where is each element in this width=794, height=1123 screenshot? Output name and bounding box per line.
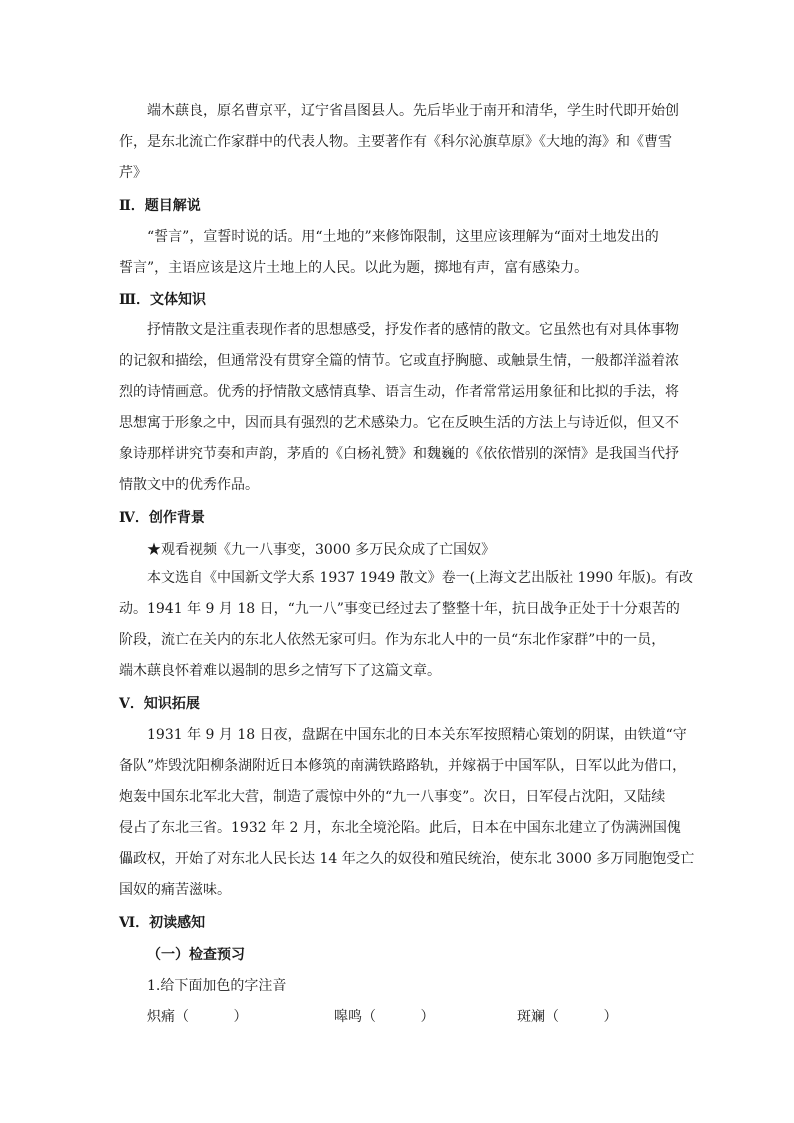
section-heading-genre-knowledge: Ⅲ．文体知识 <box>119 292 207 308</box>
text-line: 备队”炸毁沈阳柳条湖附近日本修筑的南满铁路路轨，并嫁祸于中国军队，日军以此为借口， <box>119 758 687 774</box>
text-line: 的记叙和描绘，但通常没有贯穿全篇的情节。它或直抒胸臆、或触景生情，一般都洋溢着浓 <box>119 353 679 369</box>
section-heading-first-reading: Ⅵ．初读感知 <box>119 915 206 931</box>
text-line: 本文选自《中国新文学大系 1937 1949 散文》卷一(上海文艺出版社 1990 年版)。有改 <box>147 570 694 586</box>
pinyin-blank-1[interactable]: 炽痛（ ） <box>147 1009 248 1025</box>
text-line: 誓言”，主语应该是这片土地上的人民。以此为题，掷地有声，富有感染力。 <box>119 260 589 276</box>
text-line: 国奴的痛苦滋味。 <box>119 882 231 898</box>
pinyin-answer-row <box>147 1006 667 1030</box>
video-link[interactable]: ★观看视频《九一八事变，3000 多万民众成了亡国奴》 <box>147 542 496 558</box>
text-line: 烈的诗情画意。优秀的抒情散文感情真挚、语言生动，作者常常运用象征和比拟的手法，将 <box>119 384 679 400</box>
pinyin-blank-3[interactable]: 斑斓（ ） <box>517 1009 618 1025</box>
text-line: 作，是东北流亡作家群中的代表人物。主要著作有《科尔沁旗草原》《大地的海》和《曹雪 <box>119 134 672 150</box>
genre-knowledge-paragraph <box>119 315 679 501</box>
text-line: 儡政权，开始了对东北人民长达 14 年之久的奴役和殖民统治，使东北 3000 多万同胞饱受亡 <box>119 851 695 867</box>
section-heading-background: Ⅳ．创作背景 <box>119 510 205 526</box>
sub-heading-preview-check: （一）检查预习 <box>147 947 245 963</box>
text-line: 抒情散文是注重表现作者的思想感受，抒发作者的感情的散文。它虽然也有对具体事物 <box>147 322 679 338</box>
text-line: 端木蕻良，原名曹京平，辽宁省昌图县人。先后毕业于南开和清华，学生时代即开始创 <box>147 103 679 119</box>
text-line: 阶段，流亡在关内的东北人依然无家可归。作为东北人中的一员“东北作家群”中的一员， <box>119 632 666 648</box>
title-explanation-paragraph <box>119 222 679 284</box>
pinyin-blank-2[interactable]: 嗥鸣（ ） <box>334 1009 435 1025</box>
text-line: 思想寓于形象之中，因而具有强烈的艺术感染力。它在反映生活的方法上与诗近似，但又不 <box>119 415 679 431</box>
intro-paragraph <box>119 96 679 189</box>
text-line: 端木蕻良怀着难以遏制的思乡之情写下了这篇文章。 <box>119 663 441 679</box>
text-line: 炮轰中国东北军北大营，制造了震惊中外的“九一八事变”。次日，日军侵占沈阳，又陆续 <box>119 789 666 805</box>
knowledge-extension-paragraph <box>119 720 695 906</box>
text-line: 动。1941 年 9 月 18 日，“九一八”事变已经过去了整整十年，抗日战争正处于十分艰苦的 <box>119 601 680 617</box>
background-paragraph <box>119 563 694 687</box>
text-line: 侵占了东北三省。1932 年 2 月，东北全境沦陷。此后，日本在中国东北建立了伪满洲国傀 <box>119 820 681 836</box>
text-line: 芹》 <box>119 165 147 181</box>
text-line: 1931 年 9 月 18 日夜，盘踞在中国东北的日本关东军按照精心策划的阴谋，由铁道“守 <box>147 727 687 743</box>
text-line: 情散文中的优秀作品。 <box>119 477 259 493</box>
text-line: “誓言”，宣誓时说的话。用“土地的”来修饰限制，这里应该理解为“面对土地发出的 <box>147 229 659 245</box>
question-pinyin: 1.给下面加色的字注音 <box>147 978 287 994</box>
section-heading-knowledge-extension: Ⅴ．知识拓展 <box>119 696 200 712</box>
section-heading-title-explanation: Ⅱ．题目解说 <box>119 198 201 214</box>
text-line: 象诗那样讲究节奏和声韵，茅盾的《白杨礼赞》和魏巍的《依依惜别的深情》是我国当代抒 <box>119 446 679 462</box>
